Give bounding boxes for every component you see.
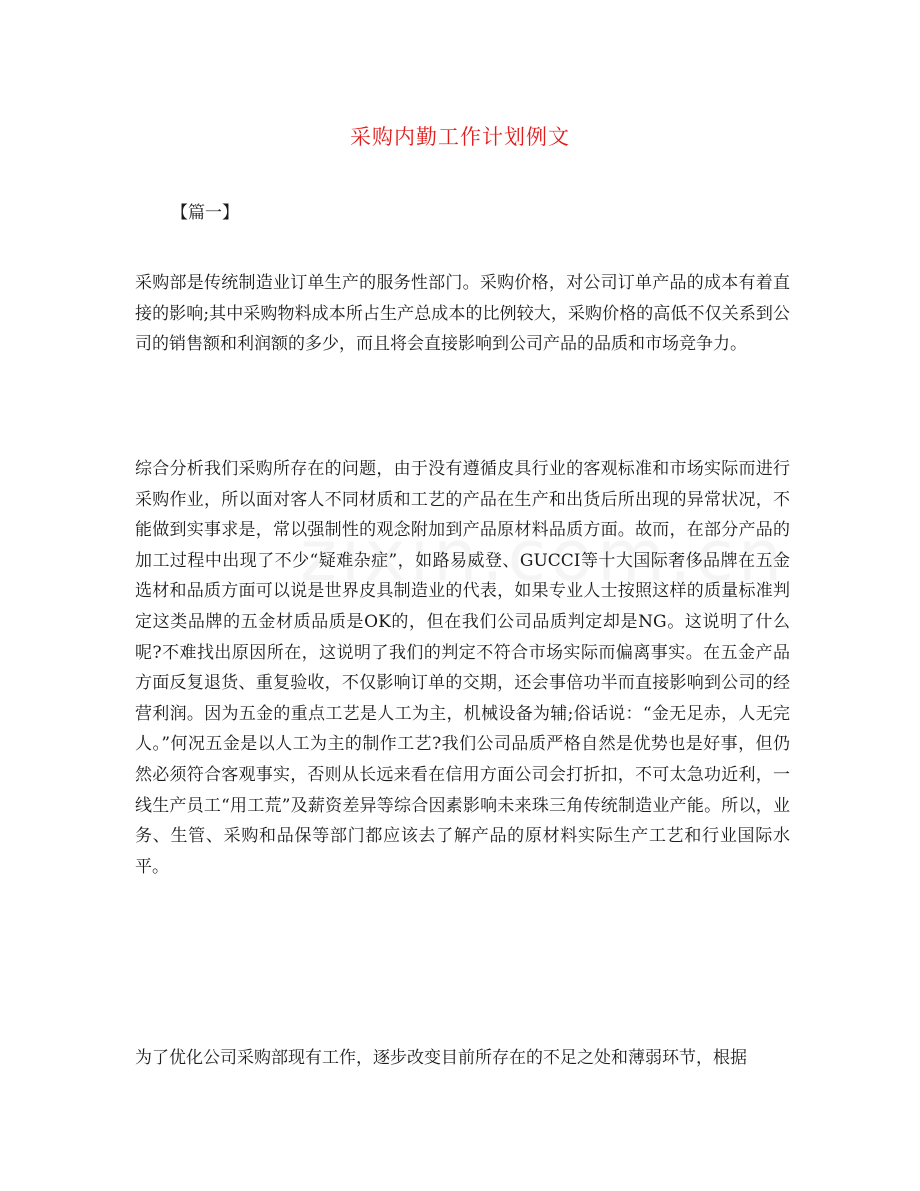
section-label: 【篇一】 xyxy=(171,203,239,223)
paragraph-3: 为了优化公司采购部现有工作，逐步改变目前所存在的不足之处和薄弱环节，根据 xyxy=(135,1048,747,1068)
paragraph-2: 综合分析我们采购所存在的问题，由于没有遵循皮具行业的客观标准和市场实际而进行采购作业，所以面对客人不同材质和工艺的产品在生产和出货后所出现的异常状况，不能做到实事求是，常以强制性的观念附加到产品原材料品质方面。故而，在部分产品的加工过程中出现了不少“疑难杂症”，如路易威登、GUCCI等十大国际奢侈品牌在五金选材和品质方面可以说是世界皮具制造业的代表，如果专业人士按照这样的质量标准判定这类品牌的五金材质品质是OK的，但在我们公司品质判定却是NG。这说明了什么呢?不难找出原因所在，这说明了我们的判定不符合市场实际而偏离事实。在五金产品方面反复退货、重复验收，不仅影响订单的交期，还会事倍功半而直接影响到公司的经营利润。因为五金的重点工艺是人工为主，机械设备为辅;俗话说：“金无足赤，人无完人。”何况五金是以人工为主的制作工艺?我们公司品质严格自然是优势也是好事，但仍然必须符合客观事实，否则从长远来看在信用方面公司会打折扣，不可太急功近利，一线生产员工“用工荒”及薪资差异等综合因素影响未来珠三角传统制造业产能。所以，业务、生管、采购和品保等部门都应该去了解产品的原材料实际生产工艺和行业国际水平。 xyxy=(135,459,790,877)
document-title: 采购内勤工作计划例文 xyxy=(350,125,570,149)
paragraph-1: 采购部是传统制造业订单生产的服务性部门。采购价格，对公司订单产品的成本有着直接的影响;其中采购物料成本所占生产总成本的比例较大，采购价格的高低不仅关系到公司的销售额和利润额的多少，而且将会直接影响到公司产品的品质和市场竞争力。 xyxy=(135,273,790,355)
